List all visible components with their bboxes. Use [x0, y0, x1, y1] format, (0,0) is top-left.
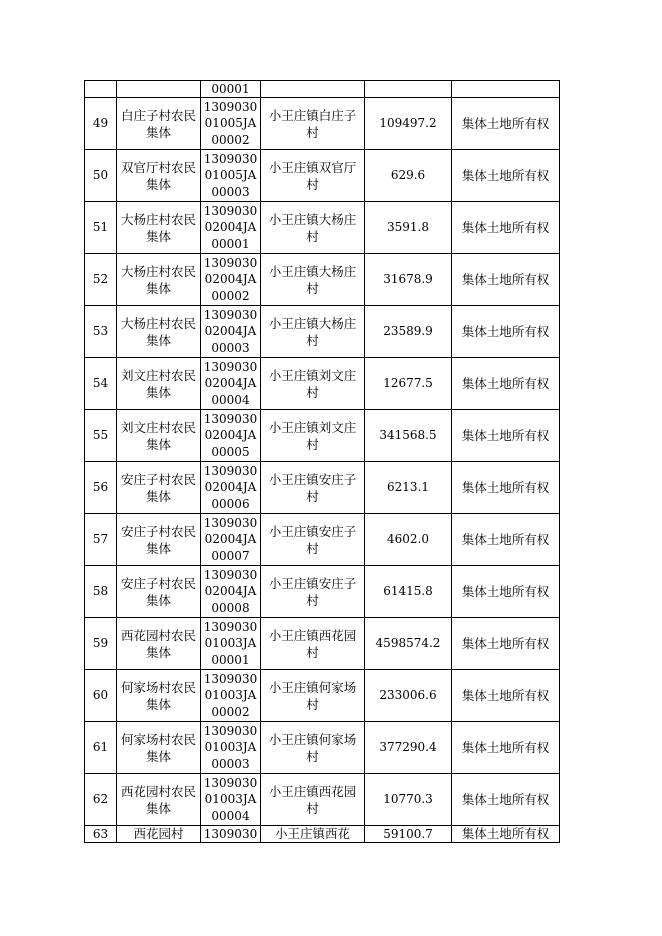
location-cell: 小王庄镇安庄子村 [261, 566, 365, 618]
area-cell: 12677.5 [365, 358, 452, 410]
location-cell: 小王庄镇何家场村 [261, 722, 365, 774]
parcel-code-cell: 130903001003JA00004 [201, 774, 261, 826]
area-cell: 109497.2 [365, 98, 452, 150]
owner-cell: 白庄子村农民集体 [117, 98, 201, 150]
row-number-cell: 62 [85, 774, 117, 826]
owner-cell: 西花园村 [117, 826, 201, 843]
parcel-code-cell: 130903001003JA00003 [201, 722, 261, 774]
row-number-cell: 54 [85, 358, 117, 410]
owner-cell: 西花园村农民集体 [117, 774, 201, 826]
owner-cell [117, 81, 201, 98]
area-cell: 59100.7 [365, 826, 452, 843]
right-type-cell: 集体土地所有权 [452, 462, 560, 514]
owner-cell: 刘文庄村农民集体 [117, 410, 201, 462]
row-number-cell: 60 [85, 670, 117, 722]
location-cell: 小王庄镇安庄子村 [261, 462, 365, 514]
right-type-cell: 集体土地所有权 [452, 826, 560, 843]
parcel-code-cell: 130903002004JA00002 [201, 254, 261, 306]
row-number-cell: 57 [85, 514, 117, 566]
table-row-fragment-top [85, 81, 560, 98]
area-cell: 61415.8 [365, 566, 452, 618]
parcel-code-cell: 130903001005JA00003 [201, 150, 261, 202]
table-row [85, 410, 560, 462]
parcel-code-cell: 130903002004JA00007 [201, 514, 261, 566]
location-cell: 小王庄镇西花园村 [261, 618, 365, 670]
right-type-cell: 集体土地所有权 [452, 358, 560, 410]
row-number-cell: 55 [85, 410, 117, 462]
row-number-cell: 50 [85, 150, 117, 202]
right-type-cell: 集体土地所有权 [452, 254, 560, 306]
parcel-code-cell: 1309030 [201, 826, 261, 843]
table-row [85, 722, 560, 774]
row-number-cell: 49 [85, 98, 117, 150]
owner-cell: 安庄子村农民集体 [117, 462, 201, 514]
location-cell: 小王庄镇西花园村 [261, 774, 365, 826]
owner-cell: 安庄子村农民集体 [117, 566, 201, 618]
table-row [85, 202, 560, 254]
table-row [85, 98, 560, 150]
parcel-code-cell: 00001 [201, 81, 261, 98]
row-number-cell: 59 [85, 618, 117, 670]
location-cell: 小王庄镇刘文庄村 [261, 358, 365, 410]
area-cell: 23589.9 [365, 306, 452, 358]
area-cell: 341568.5 [365, 410, 452, 462]
area-cell: 377290.4 [365, 722, 452, 774]
table-row [85, 462, 560, 514]
area-cell: 31678.9 [365, 254, 452, 306]
parcel-code-cell: 130903001003JA00001 [201, 618, 261, 670]
right-type-cell: 集体土地所有权 [452, 98, 560, 150]
row-number-cell: 58 [85, 566, 117, 618]
owner-cell: 大杨庄村农民集体 [117, 202, 201, 254]
parcel-code-cell: 130903001003JA00002 [201, 670, 261, 722]
right-type-cell: 集体土地所有权 [452, 514, 560, 566]
owner-cell: 西花园村农民集体 [117, 618, 201, 670]
location-cell: 小王庄镇西花 [261, 826, 365, 843]
parcel-code-cell: 130903002004JA00001 [201, 202, 261, 254]
right-type-cell: 集体土地所有权 [452, 618, 560, 670]
location-cell: 小王庄镇刘文庄村 [261, 410, 365, 462]
parcel-code-cell: 130903001005JA00002 [201, 98, 261, 150]
owner-cell: 大杨庄村农民集体 [117, 254, 201, 306]
location-cell: 小王庄镇何家场村 [261, 670, 365, 722]
right-type-cell: 集体土地所有权 [452, 774, 560, 826]
parcel-code-cell: 130903002004JA00004 [201, 358, 261, 410]
area-cell: 629.6 [365, 150, 452, 202]
table-row [85, 514, 560, 566]
area-cell [365, 81, 452, 98]
location-cell: 小王庄镇大杨庄村 [261, 202, 365, 254]
right-type-cell: 集体土地所有权 [452, 722, 560, 774]
parcel-code-cell: 130903002004JA00006 [201, 462, 261, 514]
location-cell: 小王庄镇大杨庄村 [261, 254, 365, 306]
table-row [85, 254, 560, 306]
right-type-cell: 集体土地所有权 [452, 202, 560, 254]
area-cell: 3591.8 [365, 202, 452, 254]
parcel-code-cell: 130903002004JA00005 [201, 410, 261, 462]
owner-cell: 何家场村农民集体 [117, 722, 201, 774]
table-row [85, 618, 560, 670]
land-rights-table [84, 80, 560, 843]
owner-cell: 何家场村农民集体 [117, 670, 201, 722]
location-cell: 小王庄镇大杨庄村 [261, 306, 365, 358]
table-row [85, 306, 560, 358]
table-row-fragment-bottom [85, 826, 560, 843]
table-row [85, 358, 560, 410]
row-number-cell: 53 [85, 306, 117, 358]
row-number-cell [85, 81, 117, 98]
owner-cell: 安庄子村农民集体 [117, 514, 201, 566]
row-number-cell: 61 [85, 722, 117, 774]
parcel-code-cell: 130903002004JA00008 [201, 566, 261, 618]
location-cell: 小王庄镇双官厅村 [261, 150, 365, 202]
area-cell: 10770.3 [365, 774, 452, 826]
table-body [85, 81, 560, 843]
right-type-cell [452, 81, 560, 98]
location-cell: 小王庄镇白庄子村 [261, 98, 365, 150]
area-cell: 6213.1 [365, 462, 452, 514]
owner-cell: 刘文庄村农民集体 [117, 358, 201, 410]
owner-cell: 双官厅村农民集体 [117, 150, 201, 202]
area-cell: 233006.6 [365, 670, 452, 722]
table-row [85, 670, 560, 722]
area-cell: 4598574.2 [365, 618, 452, 670]
location-cell: 小王庄镇安庄子村 [261, 514, 365, 566]
right-type-cell: 集体土地所有权 [452, 410, 560, 462]
right-type-cell: 集体土地所有权 [452, 670, 560, 722]
table-row [85, 774, 560, 826]
row-number-cell: 51 [85, 202, 117, 254]
row-number-cell: 52 [85, 254, 117, 306]
right-type-cell: 集体土地所有权 [452, 566, 560, 618]
table-row [85, 566, 560, 618]
row-number-cell: 56 [85, 462, 117, 514]
area-cell: 4602.0 [365, 514, 452, 566]
row-number-cell: 63 [85, 826, 117, 843]
table-row [85, 150, 560, 202]
right-type-cell: 集体土地所有权 [452, 150, 560, 202]
parcel-code-cell: 130903002004JA00003 [201, 306, 261, 358]
location-cell [261, 81, 365, 98]
owner-cell: 大杨庄村农民集体 [117, 306, 201, 358]
right-type-cell: 集体土地所有权 [452, 306, 560, 358]
